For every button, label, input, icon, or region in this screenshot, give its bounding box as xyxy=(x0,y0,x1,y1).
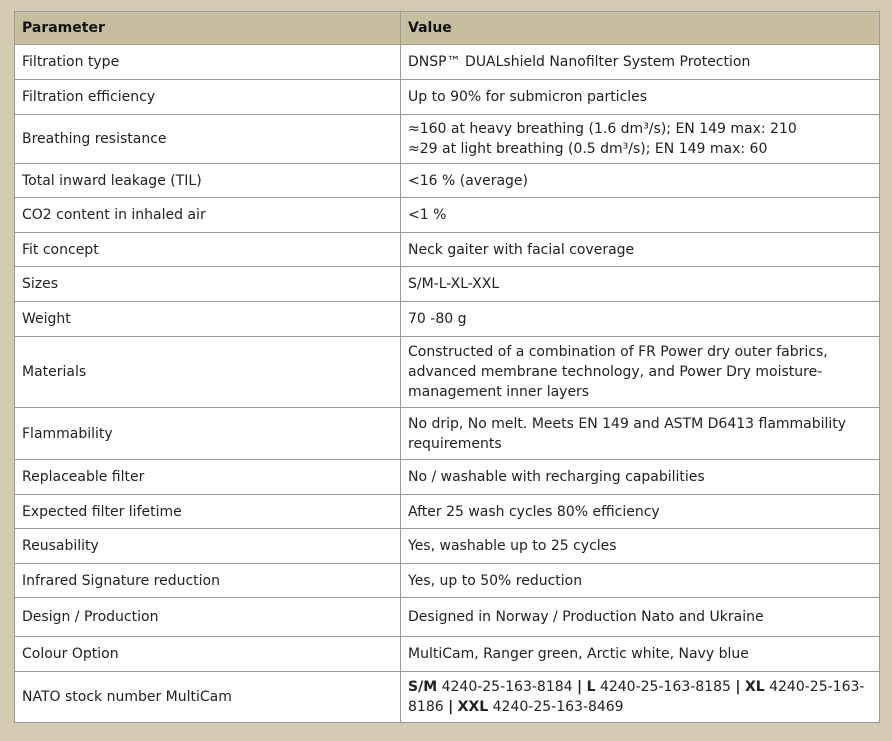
value-cell: Up to 90% for submicron particles xyxy=(401,80,880,115)
value-cell xyxy=(401,115,880,164)
value-cell: Designed in Norway / Production Nato and Ukraine xyxy=(401,598,880,637)
nsn-size-label: L xyxy=(586,679,596,695)
table-row xyxy=(15,337,880,408)
nsn-size-label: XXL xyxy=(457,699,489,715)
value-line: Constructed of a combination of FR Power dry outer fabrics, xyxy=(408,344,828,360)
param-cell: Reusability xyxy=(15,529,401,564)
param-cell: Filtration type xyxy=(15,45,401,80)
table-row xyxy=(15,302,880,337)
param-cell: Breathing resistance xyxy=(15,115,401,164)
table-row xyxy=(15,637,880,672)
param-cell: CO2 content in inhaled air xyxy=(15,198,401,233)
spec-table xyxy=(14,11,880,723)
value-cell xyxy=(401,337,880,408)
nsn-size-label: S/M xyxy=(408,679,438,695)
table-row xyxy=(15,233,880,267)
table-row xyxy=(15,267,880,302)
nsn-number: 4240-25-163-8186 xyxy=(408,679,865,715)
table-row xyxy=(15,460,880,495)
value-line: ≈29 at light breathing (0.5 dm³/s); EN 149 max: 60 xyxy=(408,141,768,157)
value-cell: Neck gaiter with facial coverage xyxy=(401,233,880,267)
table-row xyxy=(15,495,880,529)
value-line: ≈160 at heavy breathing (1.6 dm³/s); EN 149 max: 210 xyxy=(408,121,797,137)
value-cell xyxy=(401,672,880,723)
table-row xyxy=(15,598,880,637)
param-cell: Replaceable filter xyxy=(15,460,401,495)
table-row xyxy=(15,80,880,115)
nsn-separator: | xyxy=(448,699,454,715)
value-cell xyxy=(401,408,880,460)
param-cell: Flammability xyxy=(15,408,401,460)
param-cell: Design / Production xyxy=(15,598,401,637)
value-cell: MultiCam, Ranger green, Arctic white, Navy blue xyxy=(401,637,880,672)
value-cell: DNSP™ DUALshield Nanofilter System Protection xyxy=(401,45,880,80)
nsn-separator: | xyxy=(735,679,741,695)
table-row xyxy=(15,529,880,564)
nsn-number: 4240-25-163-8469 xyxy=(492,699,624,715)
nsn-separator: | xyxy=(577,679,583,695)
table-row xyxy=(15,198,880,233)
header-value: Value xyxy=(401,12,880,45)
value-cell: No / washable with recharging capabilities xyxy=(401,460,880,495)
table-row xyxy=(15,564,880,598)
value-cell: S/M-L-XL-XXL xyxy=(401,267,880,302)
value-line: requirements xyxy=(408,435,502,452)
value-cell: After 25 wash cycles 80% efficiency xyxy=(401,495,880,529)
table-row xyxy=(15,115,880,164)
param-cell: Infrared Signature reduction xyxy=(15,564,401,598)
value-cell: 70 -80 g xyxy=(401,302,880,337)
header-parameter: Parameter xyxy=(15,12,401,45)
param-cell: Total inward leakage (TIL) xyxy=(15,164,401,198)
table-row xyxy=(15,672,880,723)
value-cell: <16 % (average) xyxy=(401,164,880,198)
spec-table-container xyxy=(14,11,879,723)
nsn-size-label: XL xyxy=(744,679,765,695)
param-cell: Filtration efficiency xyxy=(15,80,401,115)
value-cell: Yes, up to 50% reduction xyxy=(401,564,880,598)
nsn-number: 4240-25-163-8185 xyxy=(599,679,731,695)
value-cell: <1 % xyxy=(401,198,880,233)
value-cell: Yes, washable up to 25 cycles xyxy=(401,529,880,564)
param-cell: NATO stock number MultiCam xyxy=(15,672,401,723)
value-line: advanced membrane technology, and Power Dry moisture- xyxy=(408,364,823,380)
nsn-number: 4240-25-163-8184 xyxy=(441,679,573,695)
param-cell: Weight xyxy=(15,302,401,337)
table-row xyxy=(15,164,880,198)
param-cell: Colour Option xyxy=(15,637,401,672)
param-cell: Expected filter lifetime xyxy=(15,495,401,529)
table-header-row xyxy=(15,12,880,45)
value-line: management inner layers xyxy=(408,384,590,400)
value-line: No drip, No melt. Meets EN 149 and ASTM D6413 flammability xyxy=(408,415,847,432)
param-cell: Sizes xyxy=(15,267,401,302)
param-cell: Fit concept xyxy=(15,233,401,267)
table-row xyxy=(15,45,880,80)
param-cell: Materials xyxy=(15,337,401,408)
table-row xyxy=(15,408,880,460)
